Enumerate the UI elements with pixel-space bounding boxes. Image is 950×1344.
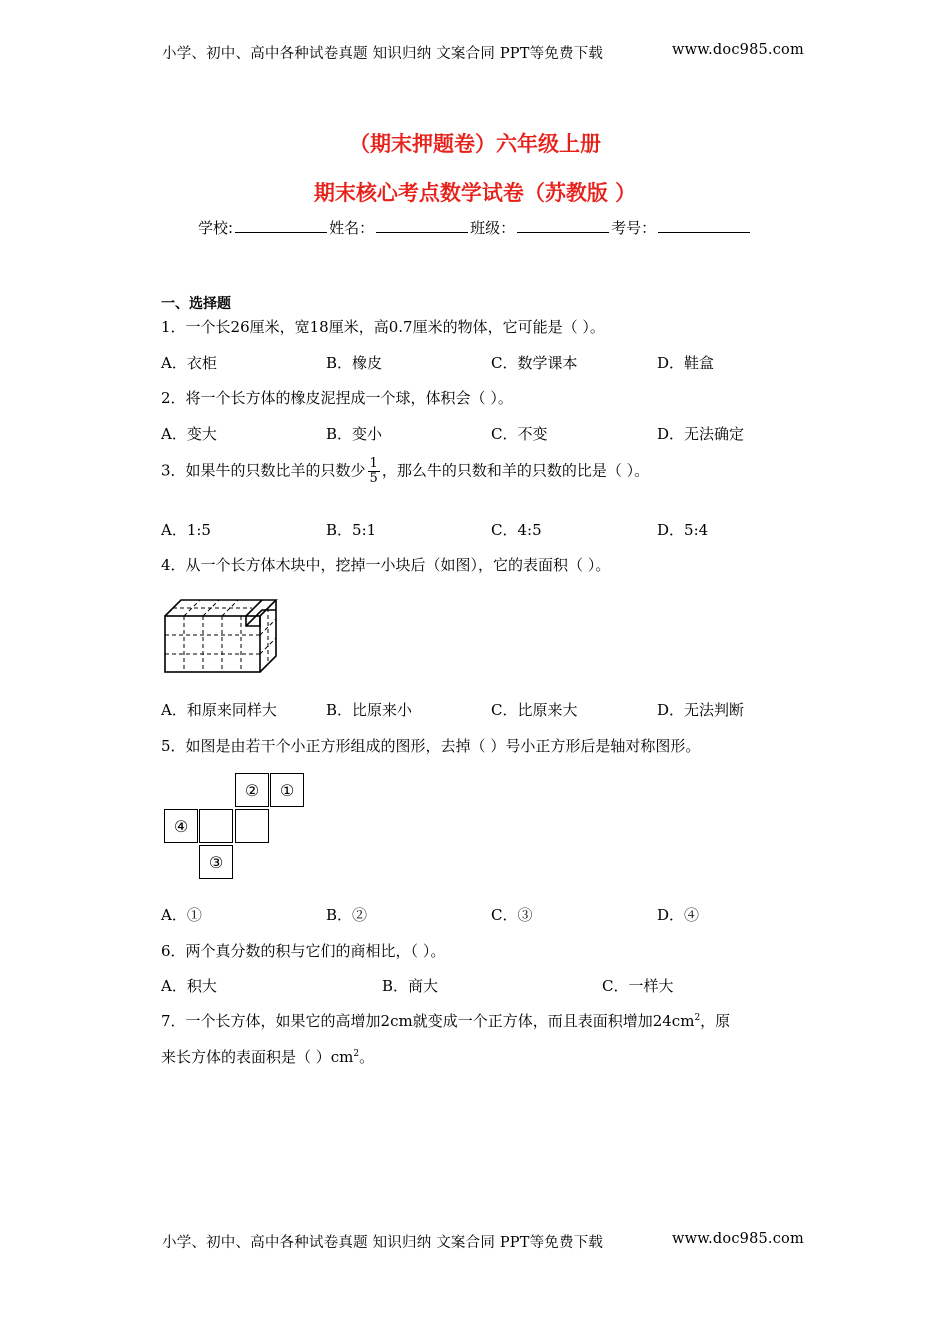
footer-link[interactable]: www.doc985.com (672, 1231, 804, 1247)
q2-option-b: B．变小 (326, 425, 383, 443)
q5-option-b: B．② (326, 906, 368, 924)
title-line2: 期末核心考点数学试卷（苏教版 ） (313, 181, 637, 205)
q4-option-d: D．无法判断 (657, 701, 745, 719)
question-5: 5．如图是由若干个小正方形组成的图形，去掉（ ）号小正方形后是轴对称图形。 (161, 737, 701, 755)
q6-option-c: C．一样大 (602, 977, 674, 995)
header-text: 小学、初中、高中各种试卷真题 知识归纳 文案合同 PPT等免费下载 (162, 46, 604, 62)
fraction-denominator: 5 (369, 471, 378, 486)
class-label: 班级： (470, 219, 516, 237)
student-info-line (198, 217, 752, 238)
q3-option-c: C．4:5 (491, 521, 542, 539)
footer-text: 小学、初中、高中各种试卷真题 知识归纳 文案合同 PPT等免费下载 (162, 1235, 604, 1251)
school-label: 学校: (198, 219, 234, 237)
name-blank[interactable] (376, 218, 468, 233)
q2-option-d: D．无法确定 (657, 425, 745, 443)
title-line1: （期末押题卷）六年级上册 (349, 132, 601, 156)
q5-option-a: A．① (161, 906, 202, 924)
q6-option-b: B．商大 (382, 977, 439, 995)
q1-option-b: B．橡皮 (326, 354, 383, 372)
number-blank[interactable] (658, 218, 750, 233)
q7-line2-text-b: 。 (359, 1048, 375, 1066)
q3-option-a: A．1:5 (161, 521, 211, 539)
q4-option-c: C．比原来大 (491, 701, 578, 719)
fraction (368, 457, 380, 486)
square-4: ④ (164, 809, 198, 843)
school-blank[interactable] (235, 218, 327, 233)
fraction-numerator: 1 (369, 456, 378, 471)
q6-option-a: A．积大 (161, 977, 217, 995)
name-label: 姓名： (329, 219, 375, 237)
q5-option-c: C．③ (491, 906, 533, 924)
question-4: 4．从一个长方体木块中，挖掉一小块后（如图），它的表面积（ ）。 (161, 556, 611, 574)
question-6: 6．两个真分数的积与它们的商相比，（ ）。 (161, 942, 446, 960)
square-1: ① (270, 773, 304, 807)
q4-option-b: B．比原来小 (326, 701, 413, 719)
squares-figure (164, 773, 309, 885)
q3-text-before: 3．如果牛的只数比羊的只数少 (161, 461, 366, 480)
q7-line2-superscript: 2 (353, 1049, 360, 1059)
question-7-line1 (161, 1010, 730, 1031)
q5-option-d: D．④ (657, 906, 700, 924)
q3-text-after: ，那么牛的只数和羊的只数的比是（ ）。 (381, 461, 650, 480)
cuboid-figure (162, 594, 284, 676)
square (235, 809, 269, 843)
q1-option-c: C．数学课本 (491, 354, 578, 372)
question-1: 1．一个长26厘米，宽18厘米，高0.7厘米的物体，它可能是（ ）。 (161, 318, 605, 336)
class-blank[interactable] (517, 218, 609, 233)
q3-option-d: D．5:4 (657, 521, 709, 539)
q1-option-d: D．鞋盒 (657, 354, 715, 372)
section-heading: 一、选择题 (161, 296, 231, 312)
question-2: 2．将一个长方体的橡皮泥捏成一个球，体积会（ ）。 (161, 389, 513, 407)
square-3: ③ (199, 845, 233, 879)
q7-superscript: 2 (694, 1013, 701, 1023)
q7-text-b: ，原 (700, 1012, 731, 1030)
q3-option-b: B．5:1 (326, 521, 377, 539)
q7-text-a: 7．一个长方体，如果它的高增加2cm就变成一个正方体，而且表面积增加24cm (161, 1012, 695, 1030)
q1-option-a: A．衣柜 (161, 354, 217, 372)
question-7-line2 (161, 1046, 374, 1067)
q2-option-c: C．不变 (491, 425, 548, 443)
q4-option-a: A．和原来同样大 (161, 701, 277, 719)
square-2: ② (235, 773, 269, 807)
q2-option-a: A．变大 (161, 425, 217, 443)
square (199, 809, 233, 843)
header-link[interactable]: www.doc985.com (672, 42, 804, 58)
q7-line2-text-a: 来长方体的表面积是（ ）cm (161, 1048, 354, 1066)
question-3 (161, 457, 649, 486)
number-label: 考号： (611, 219, 657, 237)
